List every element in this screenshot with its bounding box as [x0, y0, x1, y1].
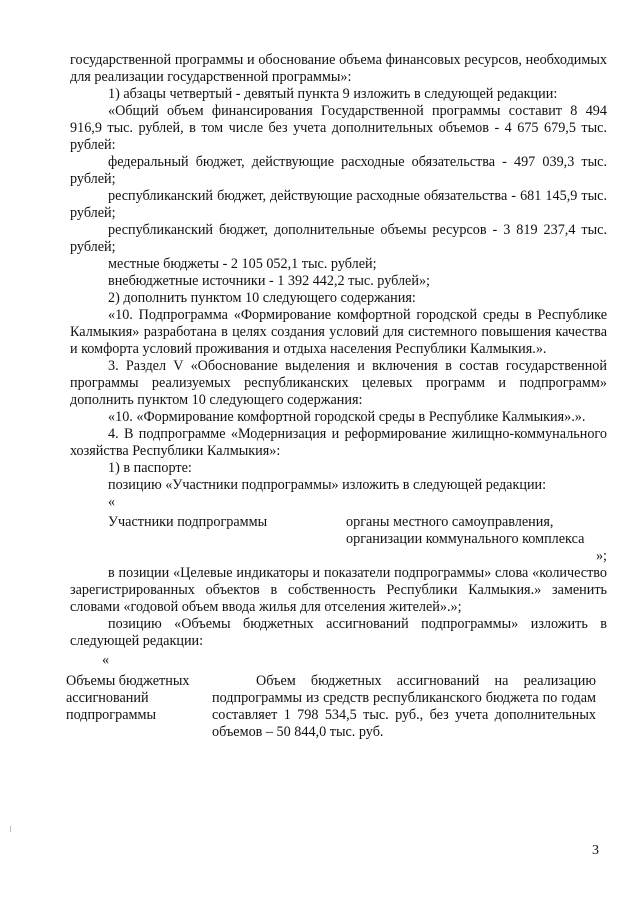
budget-label-line-2: ассигнований: [66, 690, 149, 706]
paragraph-budget-position: позицию «Объемы бюджетных ассигнований подпрограммы» изложить в следующей редакции:: [70, 616, 607, 649]
paragraph-total: «Общий объем финансирования Государственной программы составит 8 494 916,9 тыс. рублей, в том числе без учета дополнительных объемов - 4 675 679,5 тыс. рублей:: [70, 103, 607, 153]
paragraph-offbudget: внебюджетные источники - 1 392 442,2 тыс. рублей»;: [108, 273, 430, 289]
paragraph-republic-2: республиканский бюджет, дополнительные объемы ресурсов - 3 819 237,4 тыс. рублей;: [70, 222, 607, 255]
participants-value-line-2: организации коммунального комплекса: [346, 531, 585, 547]
paragraph-section-5: 3. Раздел V «Обоснование выделения и включения в состав государственной программы реализуемых республиканских целевых программ и подпрограмм» дополнить пунктом 10 следующего содержания:: [70, 358, 607, 408]
participants-value: [346, 514, 607, 548]
paragraph-point-10: «10. Подпрограмма «Формирование комфортной городской среды в Республике Калмыкия» разработана в целях создания условий для системного повышения качества и комфорта условий проживания и отдыха населения Республики Калмыкия.».: [70, 307, 607, 357]
paragraph-subprogram: 4. В подпрограмме «Модернизация и реформирование жилищно-коммунального хозяйства Республики Калмыкия»:: [70, 426, 607, 459]
paragraph-intro: государственной программы и обоснование объема финансовых ресурсов, необходимых для реализации государственной программы»:: [70, 52, 607, 85]
paragraph-local: местные бюджеты - 2 105 052,1 тыс. рублей;: [108, 256, 377, 272]
paragraph-item-2: 2) дополнить пунктом 10 следующего содержания:: [108, 290, 416, 306]
participants-value-line-1: органы местного самоуправления,: [346, 514, 554, 530]
paragraph-federal: федеральный бюджет, действующие расходные обязательства - 497 039,3 тыс. рублей;: [70, 154, 607, 187]
budget-label: [66, 673, 212, 741]
paragraph-republic-1: республиканский бюджет, действующие расходные обязательства - 681 145,9 тыс. рублей;: [70, 188, 607, 221]
paragraph-indicators: в позиции «Целевые индикаторы и показатели подпрограммы» слова «количество зарегистрированных объектов в собственность Республики Калмыкия.» заменить словами «годовой объем ввода жилья для отселения жителей».»;: [70, 565, 607, 615]
paragraph-point-10-b: «10. «Формирование комфортной городской среды в Республике Калмыкия».».: [108, 409, 586, 425]
document-body: [66, 52, 607, 741]
budget-table: [66, 673, 607, 741]
budget-label-line-1: Объемы бюджетных: [66, 673, 190, 689]
budget-label-line-3: подпрограммы: [66, 707, 156, 723]
close-quote: »;: [595, 548, 607, 564]
participants-label: Участники подпрограммы: [108, 514, 268, 530]
participants-table: [108, 514, 607, 548]
open-quote-1: «: [108, 494, 116, 510]
budget-value: Объем бюджетных ассигнований на реализацию подпрограммы из средств республиканского бюджета по годам составляет 1 798 534,5 тыс. руб., без учета дополнительных объемов – 50 844,0 тыс. руб.: [212, 673, 596, 740]
paragraph-item-1: 1) абзацы четвертый - девятый пункта 9 изложить в следующей редакции:: [108, 86, 558, 102]
paragraph-passport: 1) в паспорте:: [108, 460, 192, 476]
open-quote-2: «: [102, 652, 110, 668]
margin-mark: [10, 826, 11, 832]
paragraph-participants: позицию «Участники подпрограммы» изложить в следующей редакции:: [108, 477, 547, 493]
page-number: 3: [592, 843, 599, 858]
